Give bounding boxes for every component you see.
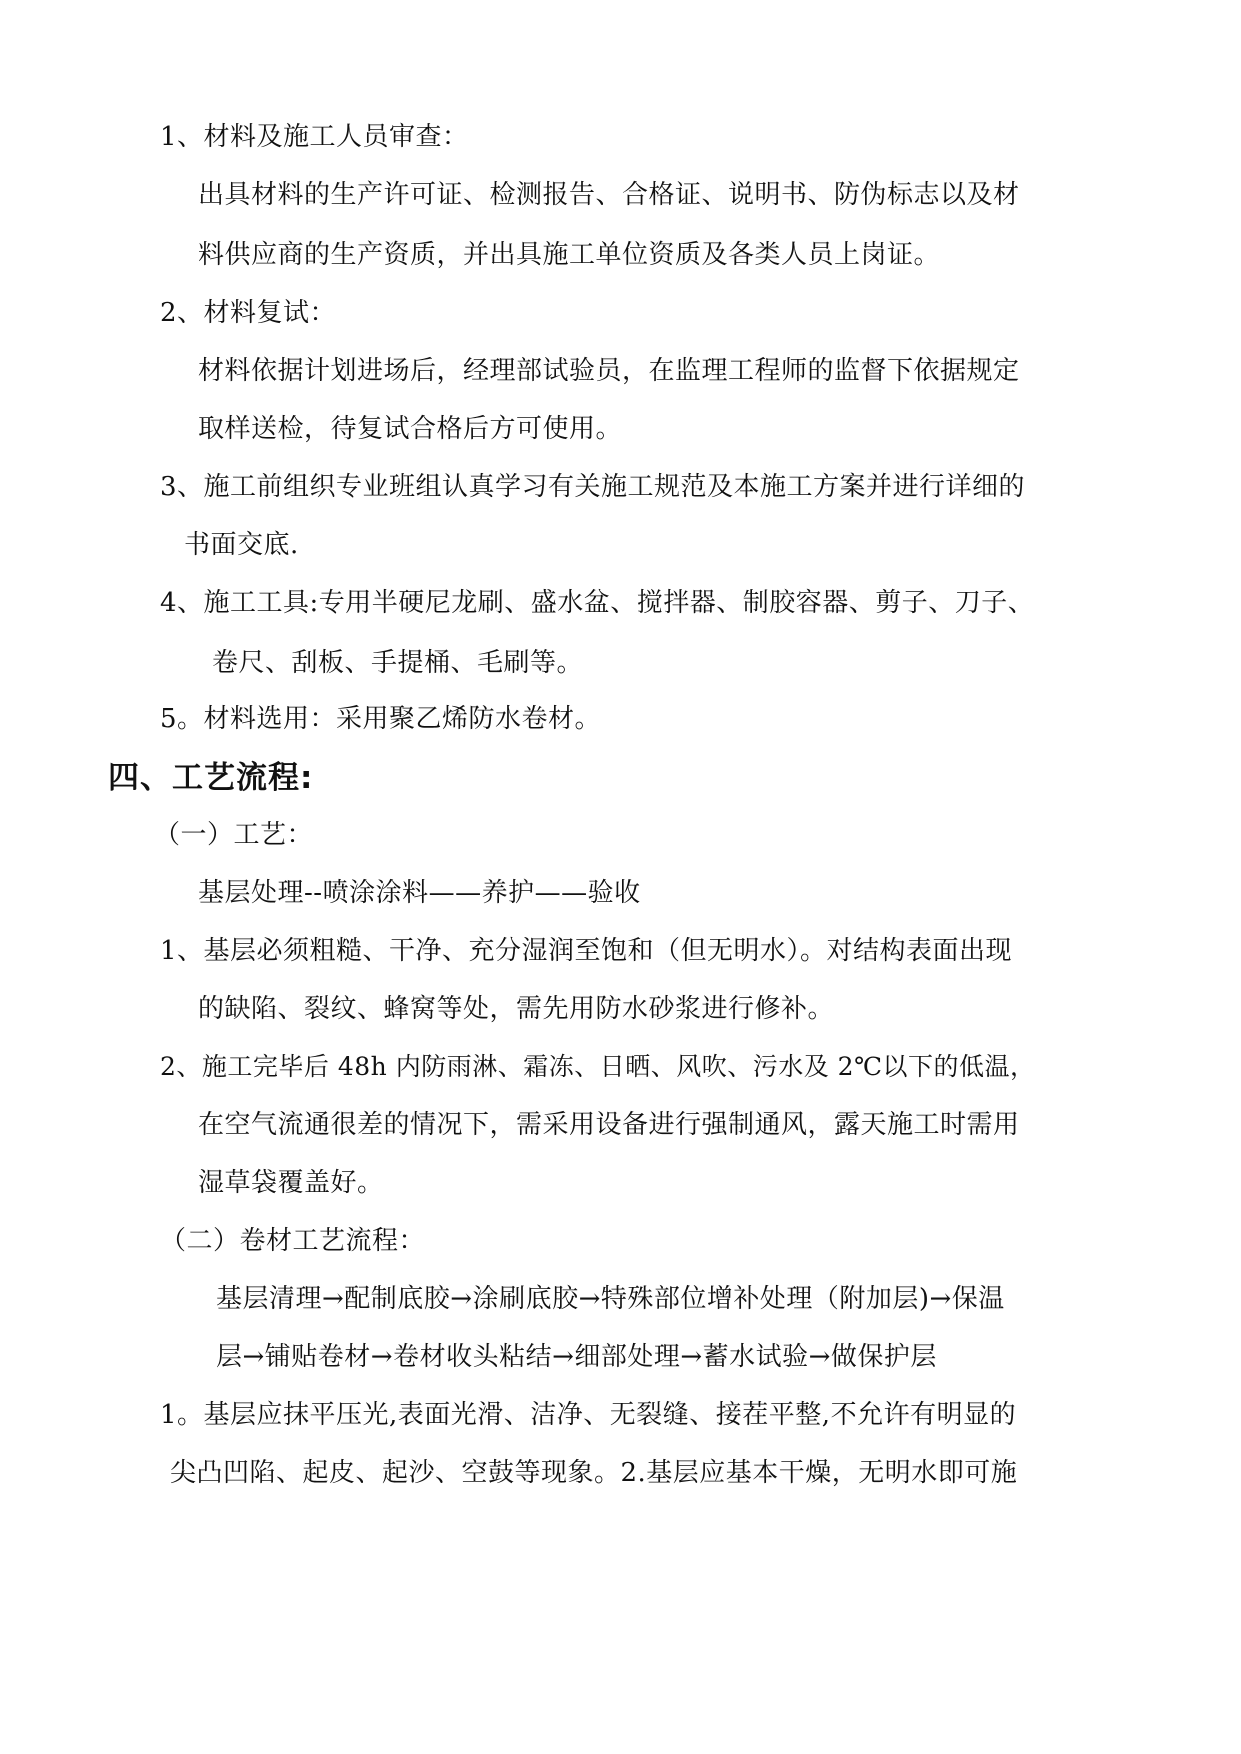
prep-item4-line2: 卷尺、刮板、手提桶、毛刷等。 <box>212 648 584 678</box>
prep-item1-title: 1、材料及施工人员审查： <box>160 122 469 152</box>
section-four-heading: 四、工艺流程: <box>108 760 314 796</box>
sub2-item1-line2: 尖凸凹陷、起皮、起沙、空鼓等现象。2.基层应基本干燥，无明水即可施 <box>170 1458 1018 1488</box>
prep-item5: 5。材料选用：采用聚乙烯防水卷材。 <box>160 704 602 734</box>
sub1-title: （一）工艺： <box>154 820 314 850</box>
prep-item3-line2: 书面交底. <box>184 530 299 560</box>
sub1-item2-line2: 在空气流通很差的情况下，需采用设备进行强制通风，露天施工时需用 <box>198 1110 1020 1140</box>
prep-item1-body-line1: 出具材料的生产许可证、检测报告、合格证、说明书、防伪标志以及材 <box>198 180 1020 210</box>
sub2-item1-line1: 1。基层应抹平压光,表面光滑、洁净、无裂缝、接茬平整,不允许有明显的 <box>160 1400 1017 1430</box>
sub1-item2-line1: 2、施工完毕后 48h 内防雨淋、霜冻、日晒、风吹、污水及 2℃以下的低温， <box>160 1052 1036 1081</box>
sub2-flow-line2: 层→铺贴卷材→卷材收头粘结→细部处理→蓄水试验→做保护层 <box>216 1342 937 1372</box>
sub2-flow-line1: 基层清理→配制底胶→涂刷底胶→特殊部位增补处理（附加层)→保温 <box>216 1284 1005 1314</box>
prep-item3-line1: 3、施工前组织专业班组认真学习有关施工规范及本施工方案并进行详细的 <box>160 472 1026 502</box>
prep-item2-title: 2、材料复试： <box>160 298 337 328</box>
prep-item2-body-line2: 取样送检，待复试合格后方可使用。 <box>198 414 623 444</box>
sub1-flow: 基层处理--喷涂涂料——养护——验收 <box>198 878 641 908</box>
sub2-title: （二）卷材工艺流程： <box>160 1226 426 1256</box>
prep-item4-line1: 4、施工工具:专用半硬尼龙刷、盛水盆、搅拌器、制胶容器、剪子、刀子、 <box>160 588 1035 618</box>
sub1-item1-line2: 的缺陷、裂纹、蜂窝等处，需先用防水砂浆进行修补。 <box>198 994 835 1024</box>
prep-item1-body-line2: 料供应商的生产资质，并出具施工单位资质及各类人员上岗证。 <box>198 240 941 270</box>
prep-item2-body-line1: 材料依据计划进场后，经理部试验员，在监理工程师的监督下依据规定 <box>198 356 1020 386</box>
sub1-item1-line1: 1、基层必须粗糙、干净、充分湿润至饱和（但无明水）。对结构表面出现 <box>160 936 1013 966</box>
sub1-item2-line3: 湿草袋覆盖好。 <box>198 1168 384 1198</box>
